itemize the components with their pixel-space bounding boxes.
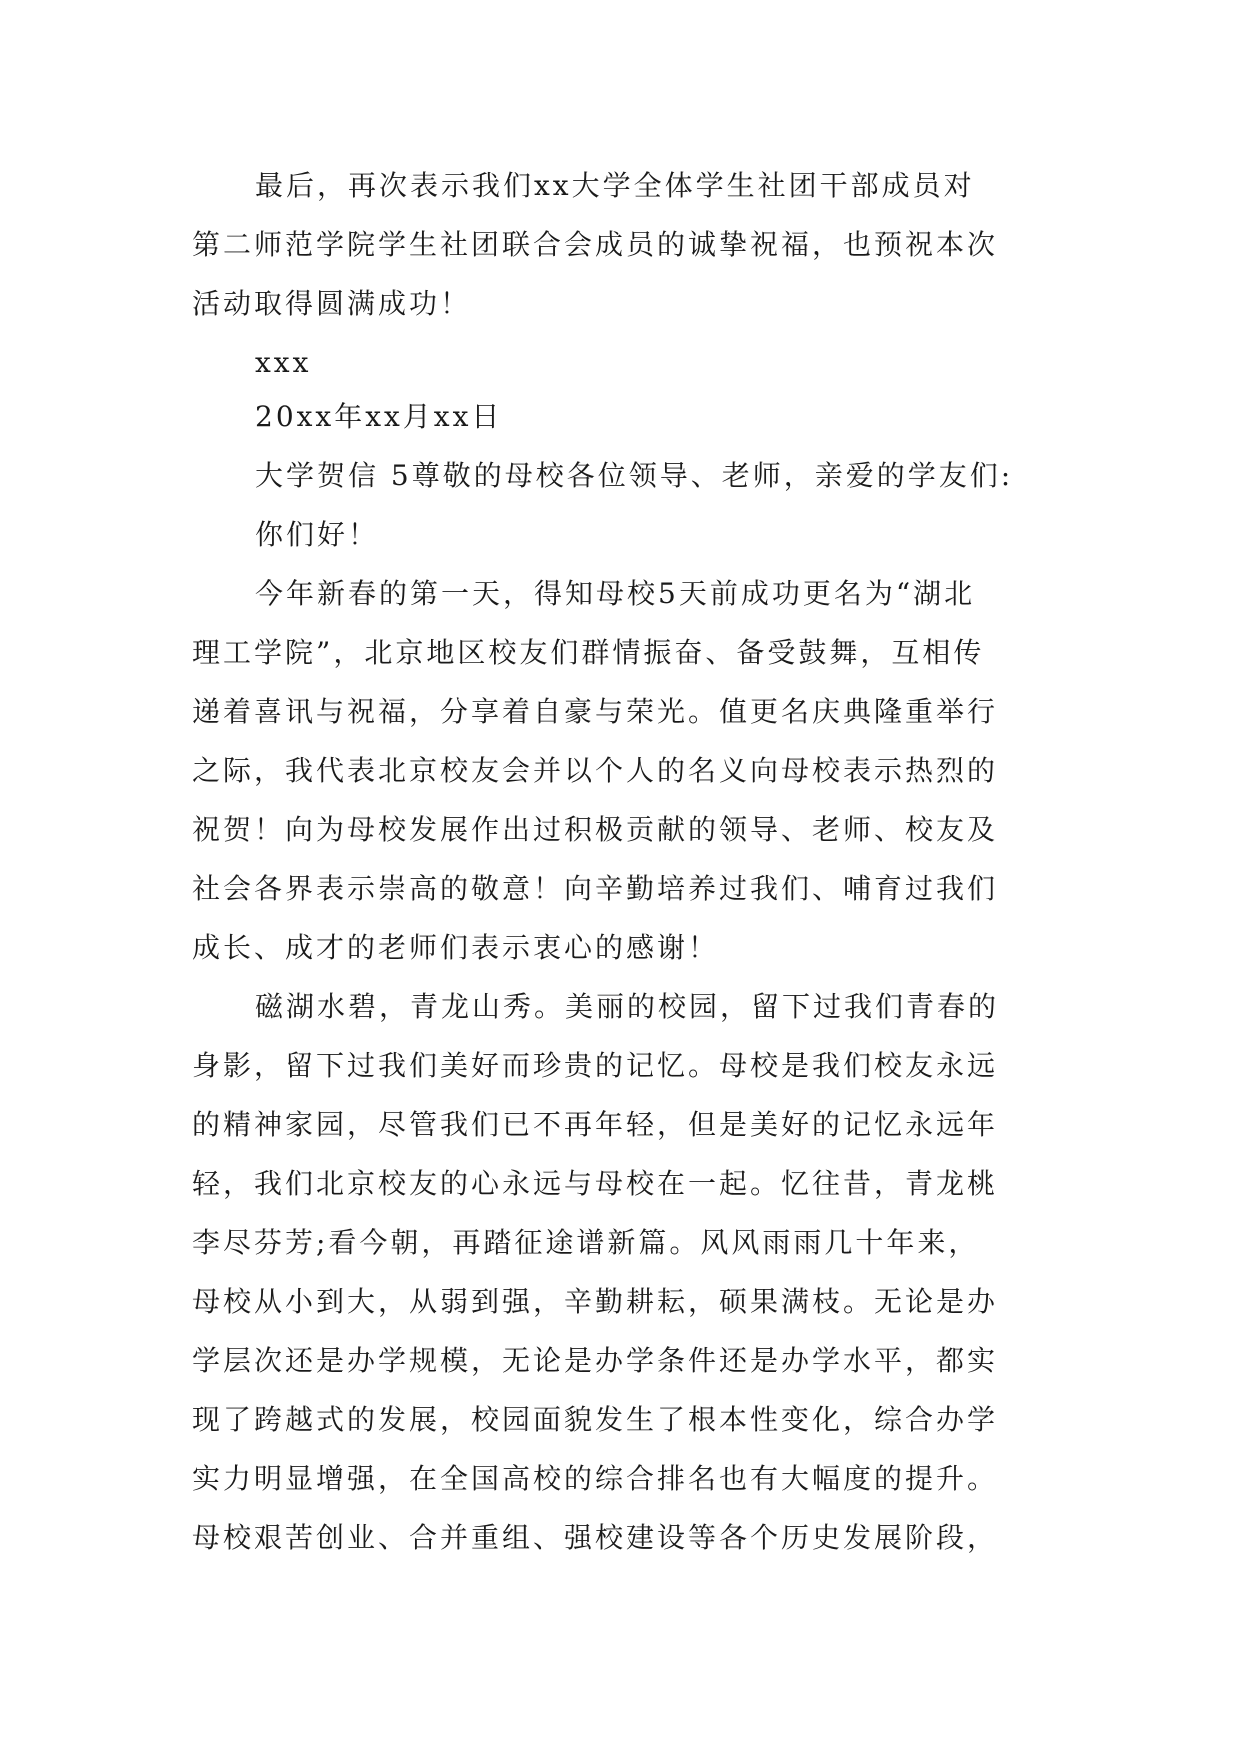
text-line: 理工学院”，北京地区校友们群情振奋、备受鼓舞，互相传 — [192, 636, 985, 669]
text-line: 最后，再次表示我们xx大学全体学生社团干部成员对 — [255, 169, 975, 202]
text-line: 第二师范学院学生社团联合会成员的诚挚祝福，也预祝本次 — [192, 228, 999, 261]
text-line: 祝贺！向为母校发展作出过积极贡献的领导、老师、校友及 — [192, 813, 999, 846]
text-line: 身影，留下过我们美好而珍贵的记忆。母校是我们校友永远 — [192, 1049, 999, 1082]
text-line: 李尽芬芳;看今朝，再踏征途谱新篇。风风雨雨几十年来， — [192, 1226, 980, 1259]
text-line: 今年新春的第一天，得知母校5天前成功更名为“湖北 — [255, 577, 976, 610]
signature-date: 20xx年xx月xx日 — [255, 400, 503, 433]
text-line: 实力明显增强，在全国高校的综合排名也有大幅度的提升。 — [192, 1462, 999, 1495]
greeting: 你们好！ — [255, 518, 380, 551]
text-line: 递着喜讯与祝福，分享着自豪与荣光。值更名庆典隆重举行 — [192, 695, 999, 728]
text-line: 现了跨越式的发展，校园面貌发生了根本性变化，综合办学 — [192, 1403, 999, 1436]
letter-heading: 大学贺信 5尊敬的母校各位领导、老师，亲爱的学友们: — [255, 459, 1014, 492]
text-line: 成长、成才的老师们表示衷心的感谢！ — [192, 931, 720, 964]
text-line: 轻，我们北京校友的心永远与母校在一起。忆往昔，青龙桃 — [192, 1167, 999, 1200]
text-line: 母校艰苦创业、合并重组、强校建设等各个历史发展阶段， — [192, 1521, 999, 1554]
text-line: 母校从小到大，从弱到强，辛勤耕耘，硕果满枝。无论是办 — [192, 1285, 999, 1318]
text-line: 活动取得圆满成功！ — [192, 287, 472, 320]
text-line: 社会各界表示崇高的敬意！向辛勤培养过我们、哺育过我们 — [192, 872, 999, 905]
signature-name: xxx — [255, 346, 312, 379]
text-line: 之际，我代表北京校友会并以个人的名义向母校表示热烈的 — [192, 754, 999, 787]
text-line: 学层次还是办学规模，无论是办学条件还是办学水平，都实 — [192, 1344, 999, 1377]
text-line: 磁湖水碧，青龙山秀。美丽的校园，留下过我们青春的 — [255, 990, 1000, 1023]
text-line: 的精神家园，尽管我们已不再年轻，但是美好的记忆永远年 — [192, 1108, 999, 1141]
